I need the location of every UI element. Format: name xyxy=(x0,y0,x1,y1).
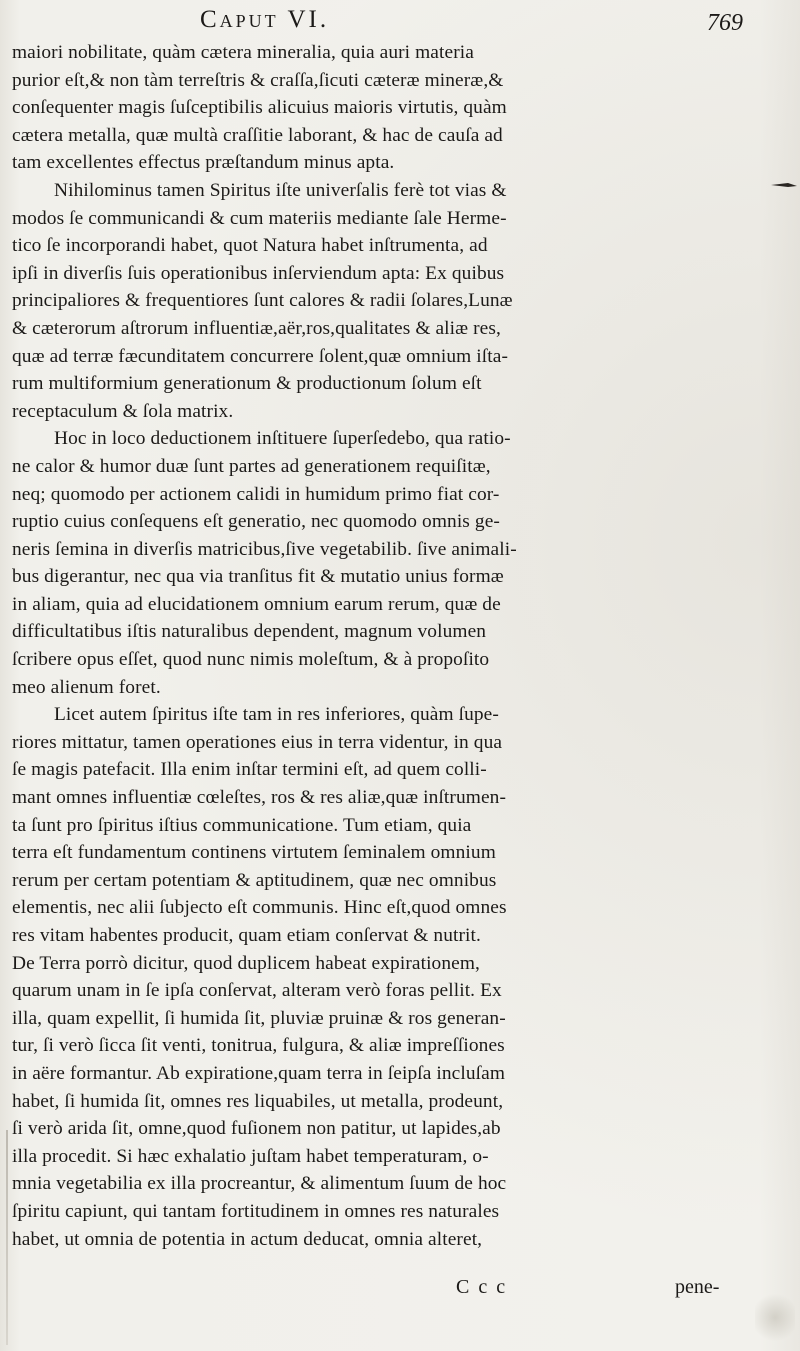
page-number: 769 xyxy=(707,10,743,36)
text-line: res vitam habentes producit, quam etiam conſervat & nutrit. xyxy=(12,925,481,946)
text-line: habet, ut omnia de potentia in actum deducat, omnia alteret, xyxy=(12,1228,483,1250)
text-line: De Terra porrò dicitur, quod duplicem habeat expirationem, xyxy=(12,952,480,974)
text-line: rum multiformium generationum & productionum ſolum eſt xyxy=(12,373,482,395)
text-line: quæ ad terræ fæcunditatem concurrere ſolent,quæ omnium iſta- xyxy=(12,345,509,367)
text-line: ſe magis patefacit. Illa enim inſtar termini eſt, ad quem colli- xyxy=(12,759,487,781)
text-line: Hoc in loco deductionem inſtituere ſuperſedebo, qua ratio- xyxy=(54,428,511,450)
text-line: & cæterorum aſtrorum influentiæ,aër,ros,qualitates & aliæ res, xyxy=(12,317,501,339)
text-line: tur, ſi verò ſicca ſit venti, tonitrua, fulgura, & aliæ impreſſiones xyxy=(12,1035,505,1057)
text-line: habet, ſi humida ſit, omnes res liquabiles, ut metalla, prodeunt, xyxy=(12,1090,504,1112)
page-header xyxy=(0,6,800,42)
text-line: in aliam, quia ad elucidationem omnium earum rerum, quæ de xyxy=(12,593,501,615)
text-line: tico ſe incorporandi habet, quot Natura habet inſtrumenta, ad xyxy=(12,235,488,257)
text-line: maiori nobilitate, quàm cætera mineralia, quia auri materia xyxy=(12,42,474,63)
catchword: pene- xyxy=(675,1276,720,1298)
text-line: terra eſt fundamentum continens virtutem ſeminalem omnium xyxy=(12,842,496,864)
text-line: illa procedit. Si hæc exhalatio juſtam habet temperaturam, o- xyxy=(12,1145,489,1167)
text-line: conſequenter magis ſuſceptibilis alicuius maioris virtutis, quàm xyxy=(12,97,507,119)
text-line: mant omnes influentiæ cœleſtes, ros & res aliæ,quæ inſtrumen- xyxy=(12,787,507,809)
text-line: ſpiritu capiunt, qui tantam fortitudinem in omnes res naturales xyxy=(12,1200,500,1222)
text-line: bus digerantur, nec qua via tranſitus fit & mutatio unius formæ xyxy=(12,566,504,588)
text-line: ruptio cuius conſequens eſt generatio, nec quomodo omnis ge- xyxy=(12,511,500,533)
text-line: mnia vegetabilia ex illa procreantur, & alimentum ſuum de hoc xyxy=(12,1173,507,1195)
text-line: purior eſt,& non tàm terreſtris & craſſa,ſicuti cæteræ mineræ,& xyxy=(12,69,504,91)
signature-mark: C c c xyxy=(456,1276,508,1298)
running-title: Caput VI. xyxy=(200,6,330,33)
page-footer xyxy=(0,1276,800,1306)
text-line: riores mittatur, tamen operationes eius in terra videntur, in qua xyxy=(12,731,503,753)
text-line: ſi verò arida ſit, omne,quod fuſionem non patitur, ut lapides,ab xyxy=(12,1118,501,1140)
text-line: cætera metalla, quæ multà craſſitie laborant, & hac de cauſa ad xyxy=(12,124,503,146)
text-line: receptaculum & ſola matrix. xyxy=(12,400,234,422)
text-line: neris ſemina in diverſis matricibus,ſive vegetabilib. ſive animali- xyxy=(12,538,517,560)
text-line: in aëre formantur. Ab expiratione,quam terra in ſeipſa incluſam xyxy=(12,1062,506,1084)
text-line: difficultatibus iſtis naturalibus dependent, magnum volumen xyxy=(12,621,487,643)
text-line: ſcribere opus eſſet, quod nunc nimis moleſtum, & à propoſito xyxy=(12,649,490,671)
margin-pointer-mark xyxy=(770,178,798,190)
text-line: tam excellentes effectus præſtandum minus apta. xyxy=(12,152,395,174)
text-line: meo alienum foret. xyxy=(12,676,161,698)
text-line: illa, quam expellit, ſi humida ſit, pluviæ pruinæ & ros generan- xyxy=(12,1007,506,1029)
text-line: modos ſe communicandi & cum materiis mediante ſale Herme- xyxy=(12,207,507,229)
text-line: Licet autem ſpiritus iſte tam in res inferiores, quàm ſupe- xyxy=(54,704,499,726)
text-line: elementis, nec alii ſubjecto eſt communis. Hinc eſt,quod omnes xyxy=(12,897,507,919)
page-edge-shadow xyxy=(6,1130,8,1345)
text-line: ipſi in diverſis ſuis operationibus inſerviendum apta: Ex quibus xyxy=(12,262,505,284)
text-line: ne calor & humor duæ ſunt partes ad generationem requiſitæ, xyxy=(12,455,491,477)
text-line: Nihilominus tamen Spiritus iſte univerſalis ferè tot vias & xyxy=(54,179,507,201)
body-text xyxy=(12,39,768,1253)
text-line: quarum unam in ſe ipſa conſervat, alteram verò foras pellit. Ex xyxy=(12,980,502,1002)
text-line: principaliores & frequentiores ſunt calores & radii ſolares,Lunæ xyxy=(12,290,513,312)
text-line: ta ſunt pro ſpiritus iſtius communicatione. Tum etiam, quia xyxy=(12,814,472,836)
text-line: rerum per certam potentiam & aptitudinem, quæ nec omnibus xyxy=(12,869,497,891)
text-line: neq; quomodo per actionem calidi in humidum primo fiat cor- xyxy=(12,483,500,505)
